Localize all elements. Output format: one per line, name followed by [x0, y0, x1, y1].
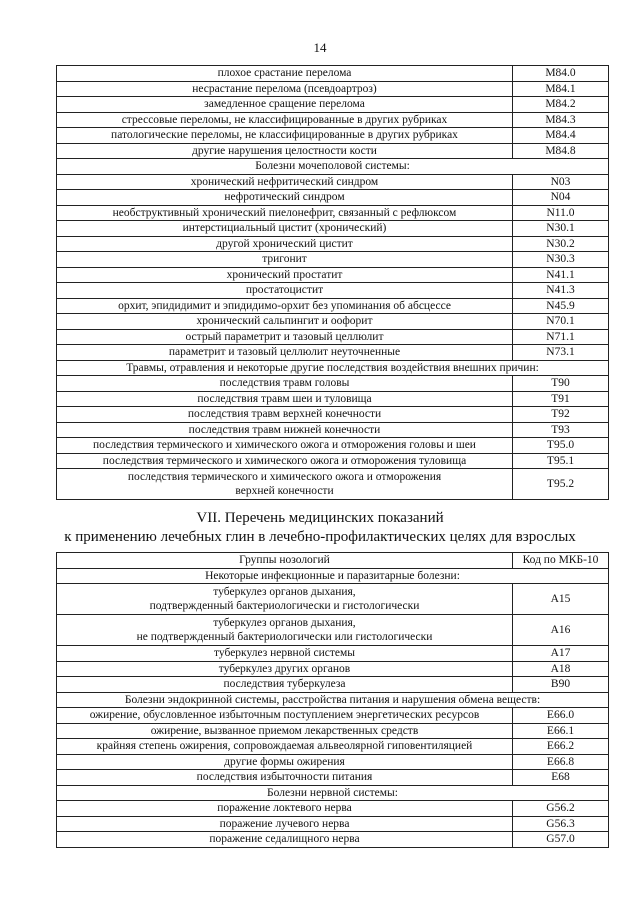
nosology-name: последствия травм головы [57, 376, 513, 392]
table-header-row [57, 553, 609, 569]
nosology-name: последствия травм верхней конечности [57, 407, 513, 423]
icd-code: N04 [513, 190, 609, 206]
icd-code: B90 [513, 677, 609, 693]
nosology-name: поражение локтевого нерва [57, 801, 513, 817]
icd-code: N73.1 [513, 345, 609, 361]
table-row [57, 81, 609, 97]
nosology-name: другие формы ожирения [57, 754, 513, 770]
icd-code: N11.0 [513, 205, 609, 221]
table-row [57, 708, 609, 724]
table-row [57, 283, 609, 299]
nosology-name [57, 469, 513, 500]
nosology-name: последствия избыточности питания [57, 770, 513, 786]
group-heading-row [57, 159, 609, 175]
table-row [57, 615, 609, 646]
nosology-name: поражение лучевого нерва [57, 816, 513, 832]
group-heading: Болезни эндокринной системы, расстройства питания и нарушения обмена веществ: [57, 692, 609, 708]
table-row [57, 754, 609, 770]
icd-table-continued [56, 65, 609, 500]
icd-code: T95.2 [513, 469, 609, 500]
table-row [57, 739, 609, 755]
icd-code: E68 [513, 770, 609, 786]
icd-code: M84.8 [513, 143, 609, 159]
nosology-name-line1: туберкулез органов дыхания, [213, 617, 356, 629]
nosology-name: ожирение, вызванное приемом лекарственных средств [57, 723, 513, 739]
icd-code: E66.1 [513, 723, 609, 739]
icd-code: N41.3 [513, 283, 609, 299]
icd-code: E66.0 [513, 708, 609, 724]
icd-code: A17 [513, 646, 609, 662]
icd-code: T92 [513, 407, 609, 423]
icd-code: M84.1 [513, 81, 609, 97]
table-row [57, 376, 609, 392]
nosology-name: хронический нефритический синдром [57, 174, 513, 190]
icd-code: N71.1 [513, 329, 609, 345]
table-row [57, 236, 609, 252]
icd-code: M84.4 [513, 128, 609, 144]
nosology-name [57, 615, 513, 646]
table-row [57, 298, 609, 314]
nosology-name: острый параметрит и тазовый целлюлит [57, 329, 513, 345]
icd-code: M84.2 [513, 97, 609, 113]
nosology-name: необструктивный хронический пиелонефрит, связанный с рефлюксом [57, 205, 513, 221]
section-title-line2: к применению лечебных глин в лечебно-профилактических целях для взрослых [64, 529, 576, 545]
nosology-name: другие нарушения целостности кости [57, 143, 513, 159]
table-row [57, 723, 609, 739]
icd-code: T93 [513, 422, 609, 438]
nosology-name: интерстициальный цистит (хронический) [57, 221, 513, 237]
nosology-name: стрессовые переломы, не классифицированные в других рубриках [57, 112, 513, 128]
group-heading: Травмы, отравления и некоторые другие последствия воздействия внешних причин: [57, 360, 609, 376]
nosology-name: туберкулез нервной системы [57, 646, 513, 662]
icd-code: E66.8 [513, 754, 609, 770]
icd-code: G56.2 [513, 801, 609, 817]
table-row [57, 438, 609, 454]
icd-code: M84.0 [513, 66, 609, 82]
icd-code: N45.9 [513, 298, 609, 314]
icd-code: N30.3 [513, 252, 609, 268]
nosology-name-line1: туберкулез органов дыхания, [213, 586, 356, 598]
table-row [57, 677, 609, 693]
table-row [57, 205, 609, 221]
icd-code: M84.3 [513, 112, 609, 128]
table-row [57, 453, 609, 469]
table-row [57, 345, 609, 361]
table-row [57, 832, 609, 848]
nosology-name: туберкулез других органов [57, 661, 513, 677]
nosology-name: поражение седалищного нерва [57, 832, 513, 848]
icd-code: G57.0 [513, 832, 609, 848]
icd-code: A18 [513, 661, 609, 677]
table-row [57, 97, 609, 113]
nosology-name: простатоцистит [57, 283, 513, 299]
table-row [57, 801, 609, 817]
nosology-name: последствия термического и химического ожога и отморожения туловища [57, 453, 513, 469]
nosology-name: последствия травм нижней конечности [57, 422, 513, 438]
table-row [57, 407, 609, 423]
icd-code: T91 [513, 391, 609, 407]
nosology-name: хронический сальпингит и оофорит [57, 314, 513, 330]
nosology-name: последствия травм шеи и туловища [57, 391, 513, 407]
table-row [57, 252, 609, 268]
icd-code: E66.2 [513, 739, 609, 755]
header-groups: Группы нозологий [57, 553, 513, 569]
group-heading: Болезни нервной системы: [57, 785, 609, 801]
nosology-name-line2: подтвержденный бактериологически и гистологически [149, 600, 420, 612]
table-row [57, 661, 609, 677]
icd-code: T95.0 [513, 438, 609, 454]
nosology-name-line2: верхней конечности [235, 485, 334, 497]
icd-code: T95.1 [513, 453, 609, 469]
nosology-name: ожирение, обусловленное избыточным поступлением энергетических ресурсов [57, 708, 513, 724]
table-row [57, 221, 609, 237]
nosology-name: нефротический синдром [57, 190, 513, 206]
nosology-name: хронический простатит [57, 267, 513, 283]
icd-code: N30.1 [513, 221, 609, 237]
group-heading-row [57, 785, 609, 801]
table-row [57, 770, 609, 786]
table-row [57, 584, 609, 615]
clay-indications-table [56, 552, 609, 848]
icd-code: T90 [513, 376, 609, 392]
icd-code: A16 [513, 615, 609, 646]
table-row [57, 422, 609, 438]
nosology-name: другой хронический цистит [57, 236, 513, 252]
group-heading: Некоторые инфекционные и паразитарные болезни: [57, 568, 609, 584]
page-number: 14 [313, 40, 327, 55]
nosology-name: несрастание перелома (псевдоартроз) [57, 81, 513, 97]
nosology-name: плохое срастание перелома [57, 66, 513, 82]
group-heading-row [57, 568, 609, 584]
nosology-name: тригонит [57, 252, 513, 268]
table-row [57, 174, 609, 190]
table-row [57, 391, 609, 407]
section-title-line1: VII. Перечень медицинских показаний [196, 510, 444, 526]
table-row [57, 112, 609, 128]
header-code: Код по МКБ-10 [513, 553, 609, 569]
table-row [57, 314, 609, 330]
table-row [57, 190, 609, 206]
icd-code: N30.2 [513, 236, 609, 252]
table-row [57, 469, 609, 500]
nosology-name: последствия термического и химического ожога и отморожения головы и шеи [57, 438, 513, 454]
table-row [57, 267, 609, 283]
icd-code: G56.3 [513, 816, 609, 832]
nosology-name-line1: последствия термического и химического ожога и отморожения [127, 471, 442, 483]
nosology-name: крайняя степень ожирения, сопровождаемая альвеолярной гиповентиляцией [57, 739, 513, 755]
table-row [57, 646, 609, 662]
nosology-name: патологические переломы, не классифицированные в других рубриках [57, 128, 513, 144]
group-heading-row [57, 360, 609, 376]
icd-code: A15 [513, 584, 609, 615]
nosology-name: последствия туберкулеза [57, 677, 513, 693]
table-row [57, 816, 609, 832]
table-row [57, 128, 609, 144]
nosology-name: замедленное сращение перелома [57, 97, 513, 113]
icd-code: N03 [513, 174, 609, 190]
table-row [57, 66, 609, 82]
table-row [57, 329, 609, 345]
table-row [57, 143, 609, 159]
nosology-name: орхит, эпидидимит и эпидидимо-орхит без упоминания об абсцессе [57, 298, 513, 314]
icd-code: N41.1 [513, 267, 609, 283]
group-heading: Болезни мочеполовой системы: [57, 159, 609, 175]
nosology-name: параметрит и тазовый целлюлит неуточненные [57, 345, 513, 361]
nosology-name-line2: не подтвержденный бактериологически или гистологически [136, 631, 433, 643]
icd-code: N70.1 [513, 314, 609, 330]
group-heading-row [57, 692, 609, 708]
nosology-name [57, 584, 513, 615]
